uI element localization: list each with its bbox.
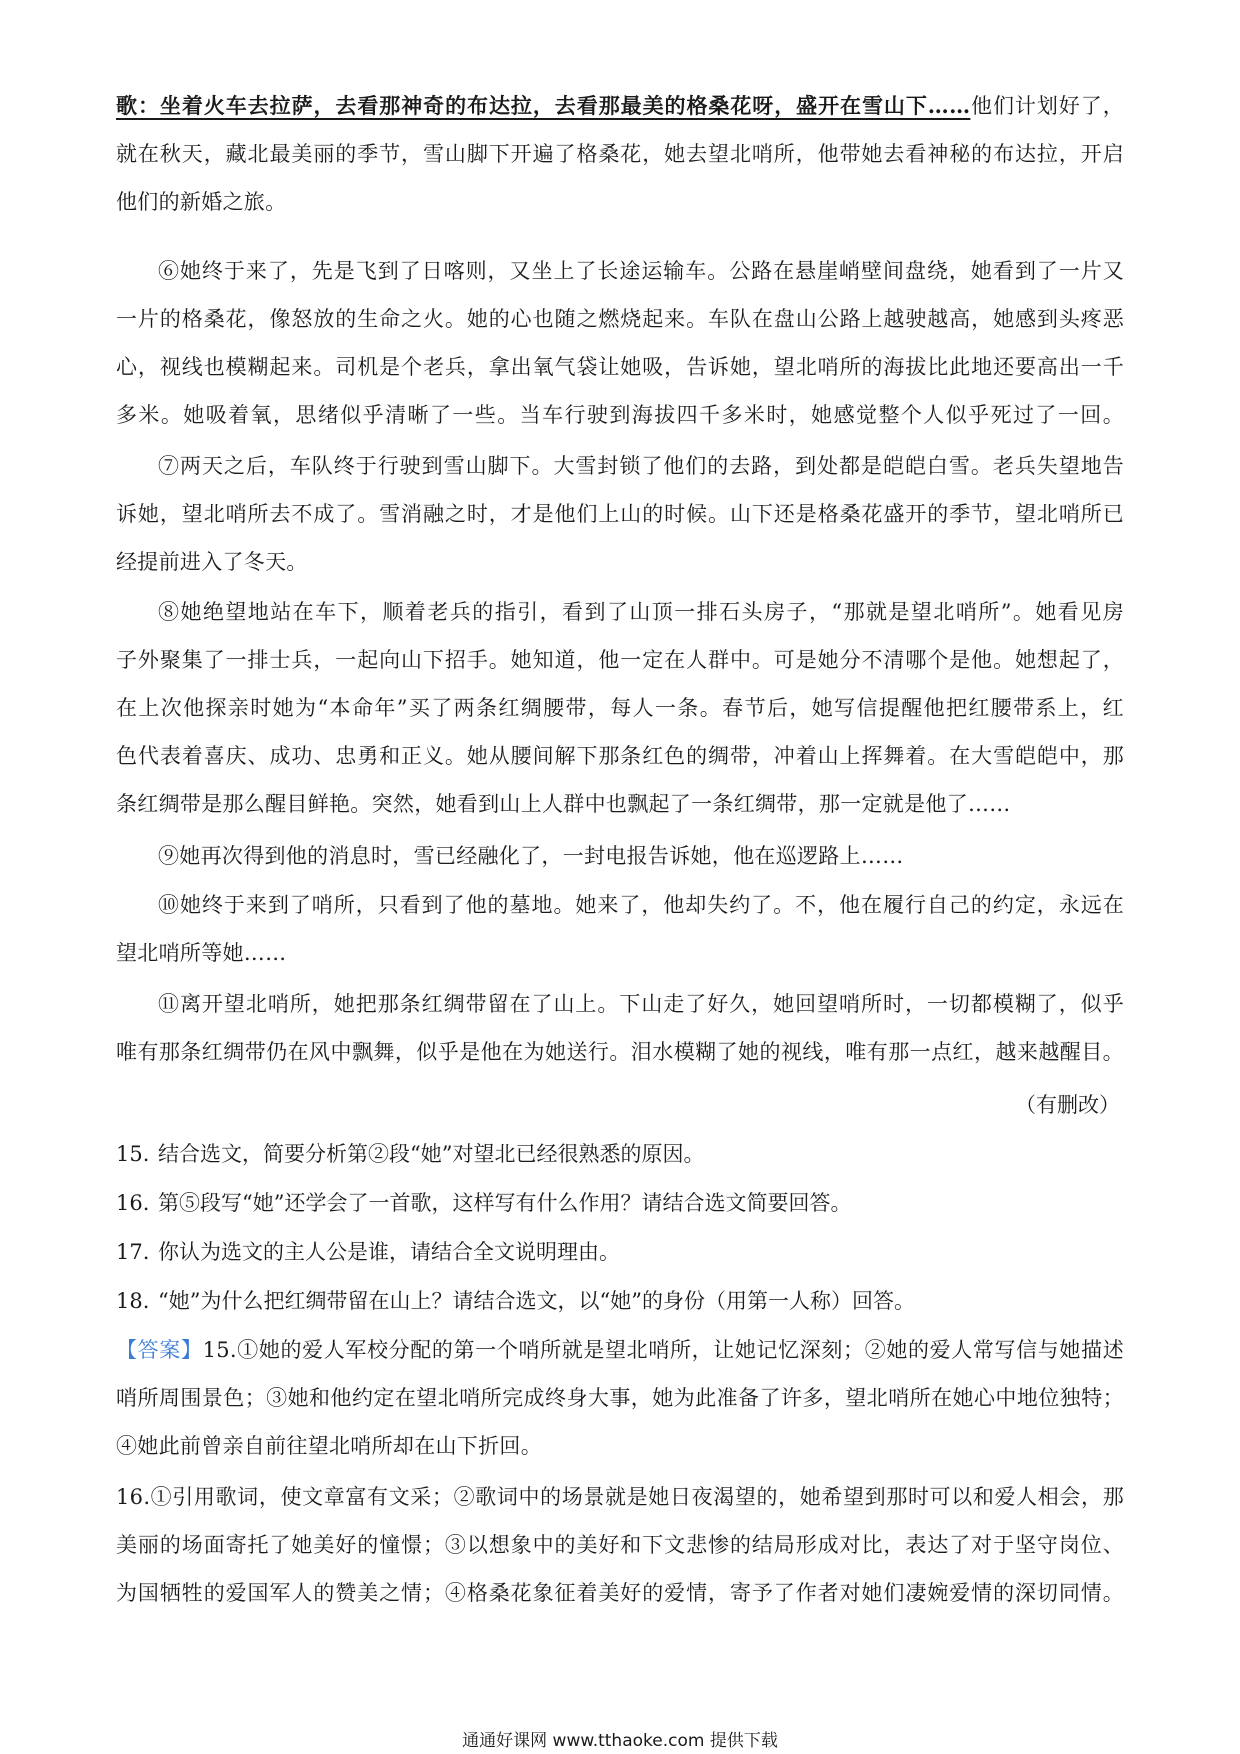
intro-line-3: 他们的新婚之旅。 [116,190,287,214]
p6-line: ⑥她终于来了，先是飞到了日喀则，又坐上了长途运输车。公路在悬崖峭壁间盘绕，她看到了一片又 [158,259,1124,283]
question-text: 结合选文，简要分析第②段“她”对望北已经很熟悉的原因。 [158,1142,705,1166]
intro-line-2: 就在秋天，藏北最美丽的季节，雪山脚下开遍了格桑花，她去望北哨所，他带她去看神秘的布达拉，开启 [116,142,1124,166]
footer-source: 通通好课网 www.tthaoke.com 提供下载 [462,1731,778,1751]
p7-line: 诉她，望北哨所去不成了。雪消融之时，才是他们上山的时候。山下还是格桑花盛开的季节，望北哨所已 [116,502,1124,526]
question-text: “她”为什么把红绸带留在山上？请结合选文，以“她”的身份（用第一人称）回答。 [158,1289,915,1313]
answer-16 [116,1473,1124,1617]
question-15 [116,1130,704,1178]
paragraph-11 [116,980,1124,1076]
answer-label: 【答案】 [116,1338,203,1362]
p10-line: ⑩她终于来到了哨所，只看到了他的墓地。她来了，他却失约了。不，他在履行自己的约定，永远在 [158,893,1124,917]
answer-15 [116,1326,1124,1470]
paragraph-10 [116,881,1124,977]
p8-line: 在上次他探亲时她为“本命年”买了两条红绸腰带，每人一条。春节后，她写信提醒他把红腰带系上，红 [116,696,1124,720]
paragraph-7 [116,442,1124,586]
paragraph-6 [116,247,1124,439]
p8-line: ⑧她绝望地站在车下，顺着老兵的指引，看到了山顶一排石头房子，“那就是望北哨所”。她看见房 [158,600,1124,624]
p6-line: 多米。她吸着氧，思绪似乎清晰了一些。当车行驶到海拔四千多米时，她感觉整个人似乎死过了一回。 [116,403,1124,427]
answer-15-line: ④她此前曾亲自前往望北哨所却在山下折回。 [116,1434,542,1458]
paragraph-intro [116,82,1124,226]
p11-line: ⑪离开望北哨所，她把那条红绸带留在了山上。下山走了好久，她回望哨所时，一切都模糊了，似乎 [158,992,1124,1016]
p6-line: 一片的格桑花，像怒放的生命之火。她的心也随之燃烧起来。车队在盘山公路上越驶越高，她感到头疼恶 [116,307,1124,331]
question-17 [116,1228,620,1276]
question-text: 你认为选文的主人公是谁，请结合全文说明理由。 [158,1240,620,1264]
p7-line: ⑦两天之后，车队终于行驶到雪山脚下。大雪封锁了他们的去路，到处都是皑皑白雪。老兵失望地告 [158,454,1124,478]
question-number: 18. [116,1289,150,1313]
p8-line: 条红绸带是那么醒目鲜艳。突然，她看到山上人群中也飘起了一条红绸带，那一定就是他了…… [116,792,1011,816]
answer-15-line: 【答案】15.①她的爱人军校分配的第一个哨所就是望北哨所，让她记忆深刻；②她的爱人常写信与她描述 [116,1338,1124,1362]
p10-line: 望北哨所等她…… [116,941,287,965]
p6-line: 心，视线也模糊起来。司机是个老兵，拿出氧气袋让她吸，告诉她，望北哨所的海拔比此地还要高出一千 [116,355,1124,379]
answer-16-line: 16.①引用歌词，使文章富有文采；②歌词中的场景就是她日夜渴望的，她希望到那时可以和爱人相会，那 [116,1485,1124,1509]
p9-line: ⑨她再次得到他的消息时，雪已经融化了，一封电报告诉她，他在巡逻路上…… [158,844,904,868]
paragraph-8 [116,588,1124,828]
answer-16-line: 为国牺牲的爱国军人的赞美之情；④格桑花象征着美好的爱情，寄予了作者对她们凄婉爱情的深切同情。 [116,1581,1124,1605]
p11-line: 唯有那条红绸带仍在风中飘舞，似乎是他在为她送行。泪水模糊了她的视线，唯有那一点红，越来越醒目。 [116,1040,1124,1064]
answer-15-line: 哨所周围景色；③她和他约定在望北哨所完成终身大事，她为此准备了许多，望北哨所在她心中地位独特； [116,1386,1124,1410]
question-number: 17. [116,1240,150,1264]
question-18 [116,1277,915,1325]
question-number: 16. [116,1191,150,1215]
answer-16-line: 美丽的场面寄托了她美好的憧憬；③以想象中的美好和下文悲惨的结局形成对比，表达了对于坚守岗位、 [116,1533,1124,1557]
p8-line: 子外聚集了一排士兵，一起向山下招手。她知道，他一定在人群中。可是她分不清哪个是他。她想起了， [116,648,1124,672]
paragraph-9 [116,832,1124,880]
question-number: 15. [116,1142,150,1166]
song-lyrics: 歌：坐着火车去拉萨，去看那神奇的布达拉，去看那最美的格桑花呀，盛开在雪山下…… [116,93,971,118]
question-text: 第⑤段写“她”还学会了一首歌，这样写有什么作用？请结合选文简要回答。 [158,1191,852,1215]
question-16 [116,1179,851,1227]
abridged-note: （有删改） [1015,1093,1120,1117]
p8-line: 色代表着喜庆、成功、忠勇和正义。她从腰间解下那条红色的绸带，冲着山上挥舞着。在大雪皑皑中，那 [116,744,1124,768]
p7-line: 经提前进入了冬天。 [116,550,308,574]
intro-line-1: 歌：坐着火车去拉萨，去看那神奇的布达拉，去看那最美的格桑花呀，盛开在雪山下……他们计划好了， [116,93,1124,118]
